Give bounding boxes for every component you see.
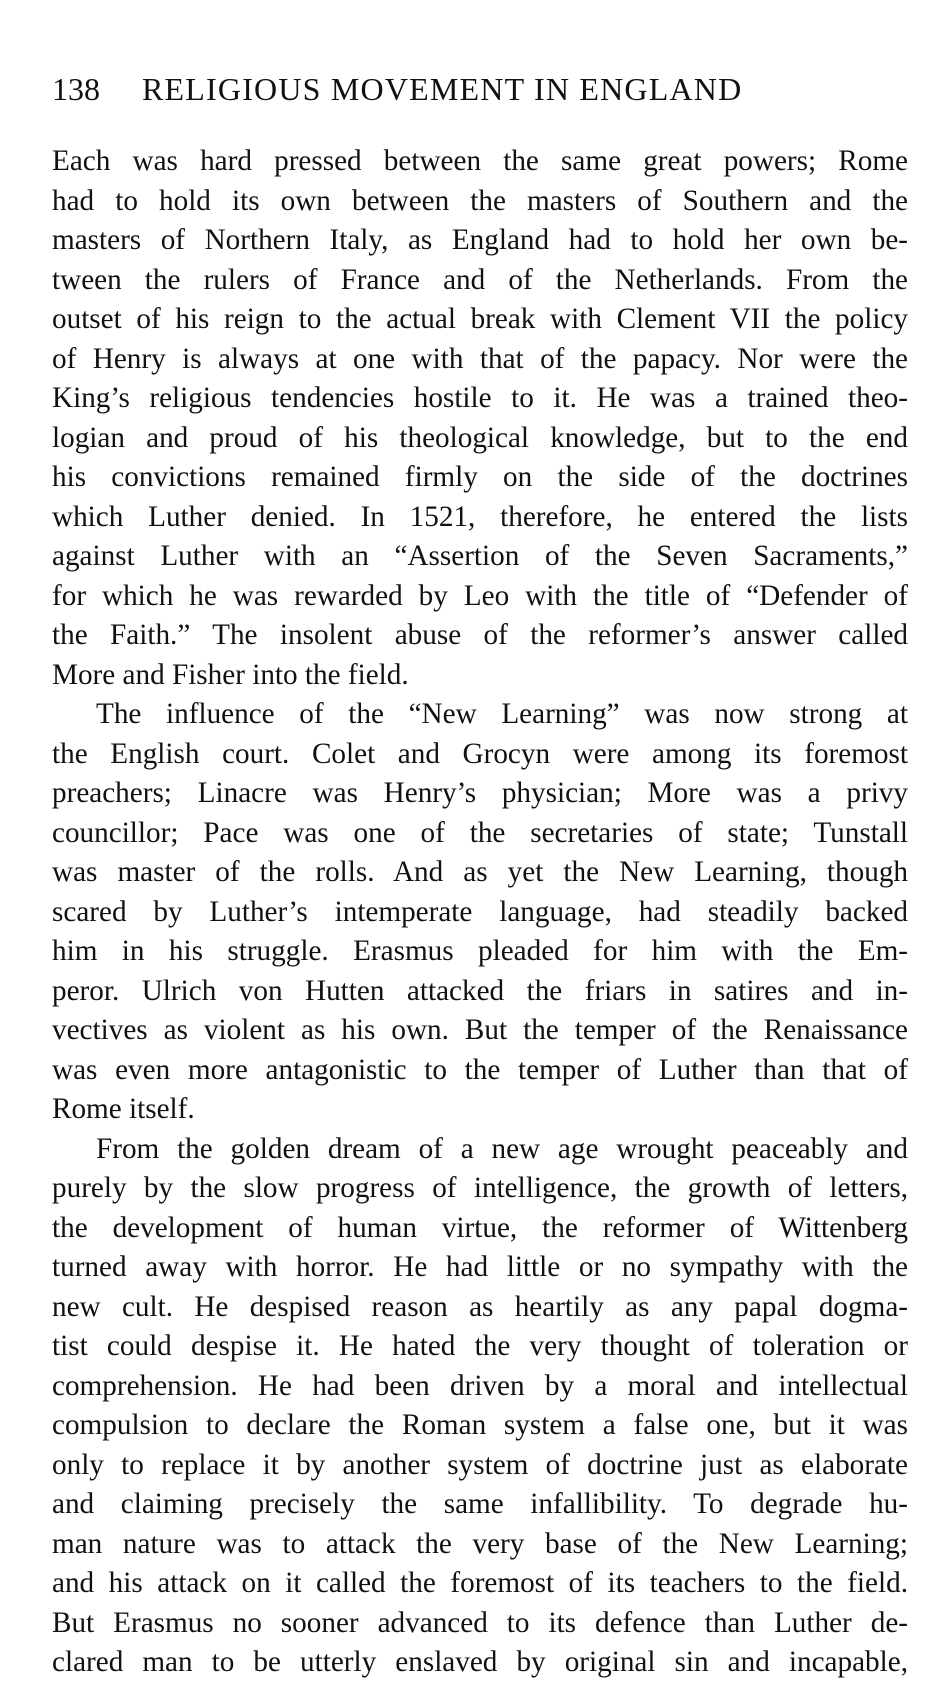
text-line: new cult. He despised reason as heartily as any papal dogma-	[52, 1290, 908, 1323]
text-line: logian and proud of his theological knowledge, but to the end	[52, 421, 908, 454]
text-line: his convictions remained firmly on the side of the doctrines	[52, 461, 908, 493]
text-line: scared by Luther’s intemperate language, had steadily backed	[52, 895, 908, 928]
text-line: the development of human virtue, the reformer of Wittenberg	[52, 1211, 908, 1244]
running-title: RELIGIOUS MOVEMENT IN ENGLAND	[142, 71, 743, 107]
text-line: King’s religious tendencies hostile to it. He was a trained theo-	[52, 382, 908, 414]
text-line: was even more antagonistic to the temper of Luther than that of	[52, 1053, 908, 1086]
text-line: against Luther with an “Assertion of the Seven Sacraments,”	[52, 540, 908, 572]
text-line: man nature was to attack the very base of the New Learning;	[52, 1527, 908, 1560]
text-line: clared man to be utterly enslaved by original sin and incapable,	[52, 1646, 908, 1678]
text-line: More and Fisher into the field.	[52, 658, 409, 691]
text-line: peror. Ulrich von Hutten attacked the friars in satires and in-	[52, 974, 908, 1007]
text-line: tist could despise it. He hated the very thought of toleration or	[52, 1330, 908, 1362]
text-line: him in his struggle. Erasmus pleaded for him with the Em-	[52, 935, 908, 967]
text-line: outset of his reign to the actual break with Clement VII the policy	[52, 303, 908, 335]
text-line: and claiming precisely the same infallibility. To degrade hu-	[52, 1488, 908, 1520]
paragraph-1	[52, 142, 908, 695]
paragraph-2	[52, 695, 908, 1130]
text-line: the English court. Colet and Grocyn were among its foremost	[52, 737, 908, 770]
text-line: which Luther denied. In 1521, therefore, he entered the lists	[52, 500, 908, 533]
text-line: preachers; Linacre was Henry’s physician; More was a privy	[52, 777, 908, 809]
running-head	[52, 64, 902, 114]
text-line: Rome itself.	[52, 1093, 195, 1125]
text-line: But Erasmus no sooner advanced to its defence than Luther de-	[52, 1606, 908, 1639]
text-line: masters of Northern Italy, as England had to hold her own be-	[52, 224, 908, 256]
text-line: and his attack on it called the foremost of its teachers to the field.	[52, 1567, 908, 1599]
page-number: 138	[52, 71, 100, 107]
text-line: of Henry is always at one with that of the papacy. Nor were the	[52, 342, 908, 375]
text-line: The influence of the “New Learning” was now strong at	[96, 698, 908, 730]
text-line: only to replace it by another system of doctrine just as elaborate	[52, 1448, 908, 1481]
text-line: purely by the slow progress of intelligence, the growth of letters,	[52, 1172, 908, 1204]
text-line: comprehension. He had been driven by a moral and intellectual	[52, 1369, 908, 1402]
text-line: for which he was rewarded by Leo with the title of “Defender of	[52, 579, 908, 612]
text-line: was master of the rolls. And as yet the New Learning, though	[52, 856, 908, 888]
text-line: Each was hard pressed between the same great powers; Rome	[52, 145, 908, 177]
text-line: had to hold its own between the masters of Southern and the	[52, 184, 908, 217]
body-text	[52, 142, 908, 1683]
text-line: the Faith.” The insolent abuse of the reformer’s answer called	[52, 619, 908, 651]
text-line: compulsion to declare the Roman system a false one, but it was	[52, 1409, 908, 1441]
text-line: councillor; Pace was one of the secretaries of state; Tunstall	[52, 816, 908, 849]
text-line: tween the rulers of France and of the Netherlands. From the	[52, 263, 908, 296]
paragraph-3	[52, 1130, 908, 1683]
text-line: From the golden dream of a new age wrought peaceably and	[96, 1132, 908, 1165]
text-line: vectives as violent as his own. But the temper of the Renaissance	[52, 1014, 908, 1046]
text-line: turned away with horror. He had little or no sympathy with the	[52, 1251, 908, 1283]
